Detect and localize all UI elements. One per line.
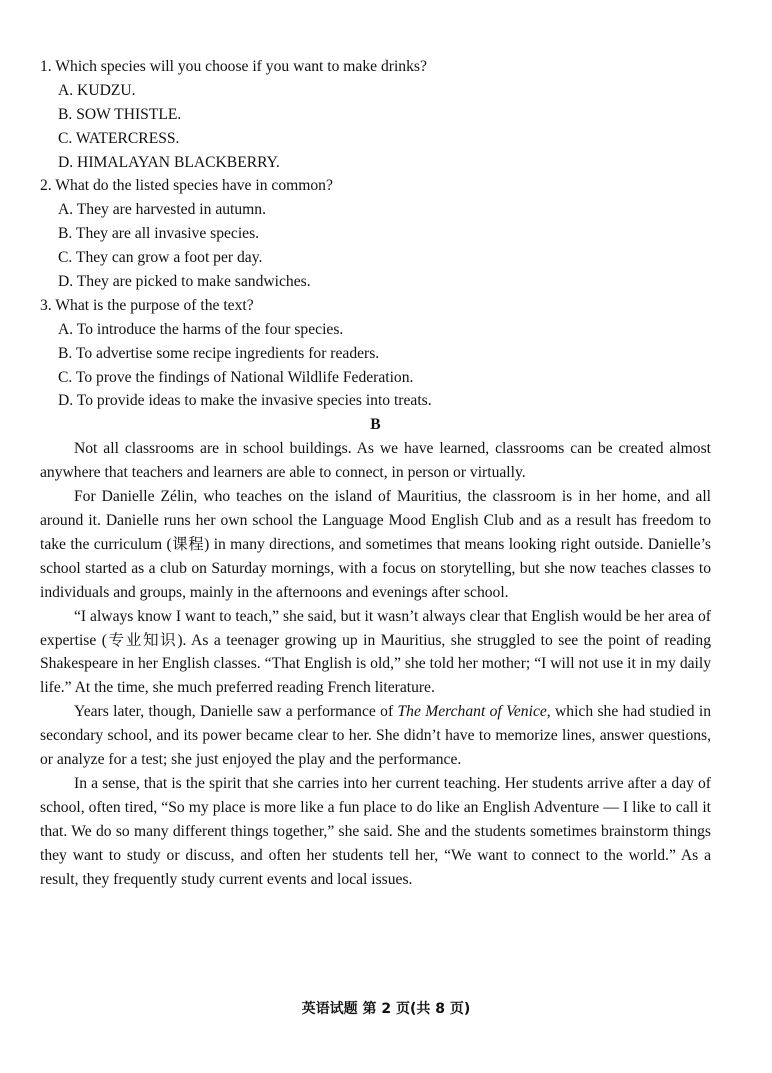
- play-title: The Merchant of Venice: [397, 703, 547, 721]
- option-b: B. To advertise some recipe ingredients for readers.: [58, 344, 380, 362]
- option-a: A. To introduce the harms of the four species.: [58, 320, 344, 338]
- question-stem: 3. What is the purpose of the text?: [40, 296, 254, 314]
- option-a: A. KUDZU.: [58, 81, 136, 99]
- passage-paragraph-5: In a sense, that is the spirit that she carries into her current teaching. Her students arrive after a day of school, often tired, “So my place is more like a fun place to do like an English Adventure — I like to call it that. We do so many different things together,” she said. She and the students sometimes brainstorm things they want to study or discuss, and often her students tell her, “We want to connect to the world.” As a result, they frequently study current events and local issues.: [40, 774, 711, 888]
- option-b: B. They are all invasive species.: [58, 225, 260, 243]
- option-d: D. To provide ideas to make the invasive species into treats.: [58, 392, 432, 410]
- option-c: C. To prove the findings of National Wildlife Federation.: [58, 368, 414, 386]
- passage-paragraph-4: [40, 700, 711, 772]
- passage-paragraph-1: Not all classrooms are in school buildings. As we have learned, classrooms can be created almost anywhere that teachers and learners are able to connect, in person or virtually.: [40, 440, 711, 482]
- option-a: A. They are harvested in autumn.: [58, 201, 266, 219]
- paragraph-text: , which she had studied in secondary school, and its power became clear to her. She didn’t have to memorize lines, answer questions, or analyze for a test; she just enjoyed the play and the performance.: [40, 703, 711, 769]
- question-stem: 1. Which species will you choose if you want to make drinks?: [40, 58, 427, 75]
- question-stem: 2. What do the listed species have in common?: [40, 177, 333, 195]
- question-1: [40, 55, 711, 174]
- paragraph-text: Years later, though, Danielle saw a performance of: [74, 703, 398, 721]
- option-d: D. They are picked to make sandwiches.: [58, 273, 311, 291]
- page-content: [40, 55, 711, 891]
- option-d: D. HIMALAYAN BLACKBERRY.: [58, 153, 280, 171]
- passage-paragraph-3: “I always know I want to teach,” she said, but it wasn’t always clear that English would be her area of expertise (专业知识). As a teenager growing up in Mauritius, she struggled to see the point of reading Shakespeare in her English classes. “That English is old,” she told her mother; “I will not use it in my daily life.” At the time, she much preferred reading French literature.: [40, 607, 711, 697]
- option-c: C. They can grow a foot per day.: [58, 249, 263, 267]
- passage-paragraph-2: For Danielle Zélin, who teaches on the island of Mauritius, the classroom is in her home, and all around it. Danielle runs her own school the Language Mood English Club and as a result has freedom to take the curriculum (课程) in many directions, and sometimes that means looking right outside. Danielle’s school started as a club on Saturday mornings, with a focus on storytelling, but she now teaches classes to individuals and groups, mainly in the afternoons and evenings after school.: [40, 488, 711, 601]
- section-heading: B: [370, 416, 381, 434]
- option-c: C. WATERCRESS.: [58, 129, 180, 147]
- question-3: [40, 294, 711, 413]
- question-2: [40, 174, 711, 293]
- option-b: B. SOW THISTLE.: [58, 105, 182, 123]
- page-footer: 英语试题 第 2 页(共 8 页): [301, 1001, 471, 1017]
